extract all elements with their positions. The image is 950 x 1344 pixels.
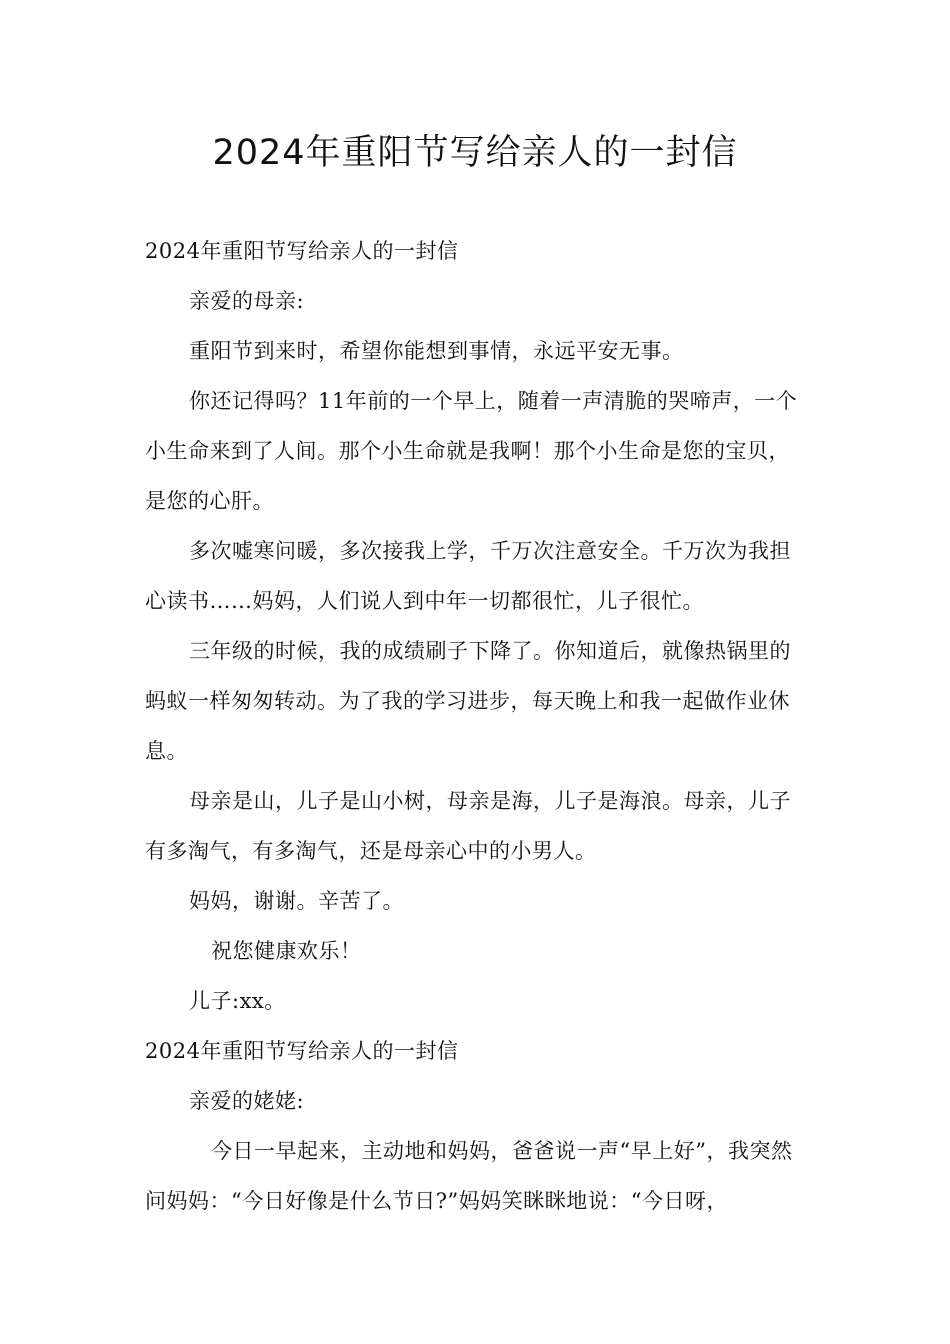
salutation: 亲爱的姥姥: [189, 1089, 305, 1113]
letter-heading: 2024年重阳节写给亲人的一封信 [145, 1039, 459, 1063]
paragraph: 今日一早起来，主动地和妈妈，爸爸说一声“早上好”，我突然问妈妈：“今日好像是什么节日?”妈妈笑眯眯地说：“今日呀， [145, 1139, 793, 1213]
paragraph: 三年级的时候，我的成绩刷子下降了。你知道后，就像热锅里的蚂蚁一样匆匆转动。为了我的学习进步，每天晚上和我一起做作业休息。 [145, 639, 791, 763]
paragraph: 多次嘘寒问暖，多次接我上学，千万次注意安全。千万次为我担心读书……妈妈，人们说人到中年一切都很忙，儿子很忙。 [145, 539, 791, 613]
paragraph: 你还记得吗？11年前的一个早上，随着一声清脆的哭啼声，一个小生命来到了人间。那个小生命就是我啊！那个小生命是您的宝贝，是您的心肝。 [145, 389, 798, 513]
letter-body [145, 226, 810, 1226]
paragraph: 重阳节到来时，希望你能想到事情，永远平安无事。 [189, 339, 684, 363]
letter-heading: 2024年重阳节写给亲人的一封信 [145, 239, 459, 263]
paragraph: 母亲是山，儿子是山小树，母亲是海，儿子是海浪。母亲，儿子有多淘气，有多淘气，还是母亲心中的小男人。 [145, 789, 791, 863]
document-title: 2024年重阳节写给亲人的一封信 [212, 133, 738, 173]
signature: 儿子:xx。 [189, 989, 286, 1013]
salutation: 亲爱的母亲: [189, 289, 305, 313]
closing-wish: 祝您健康欢乐！ [211, 939, 362, 963]
paragraph: 妈妈，谢谢。辛苦了。 [189, 889, 404, 913]
